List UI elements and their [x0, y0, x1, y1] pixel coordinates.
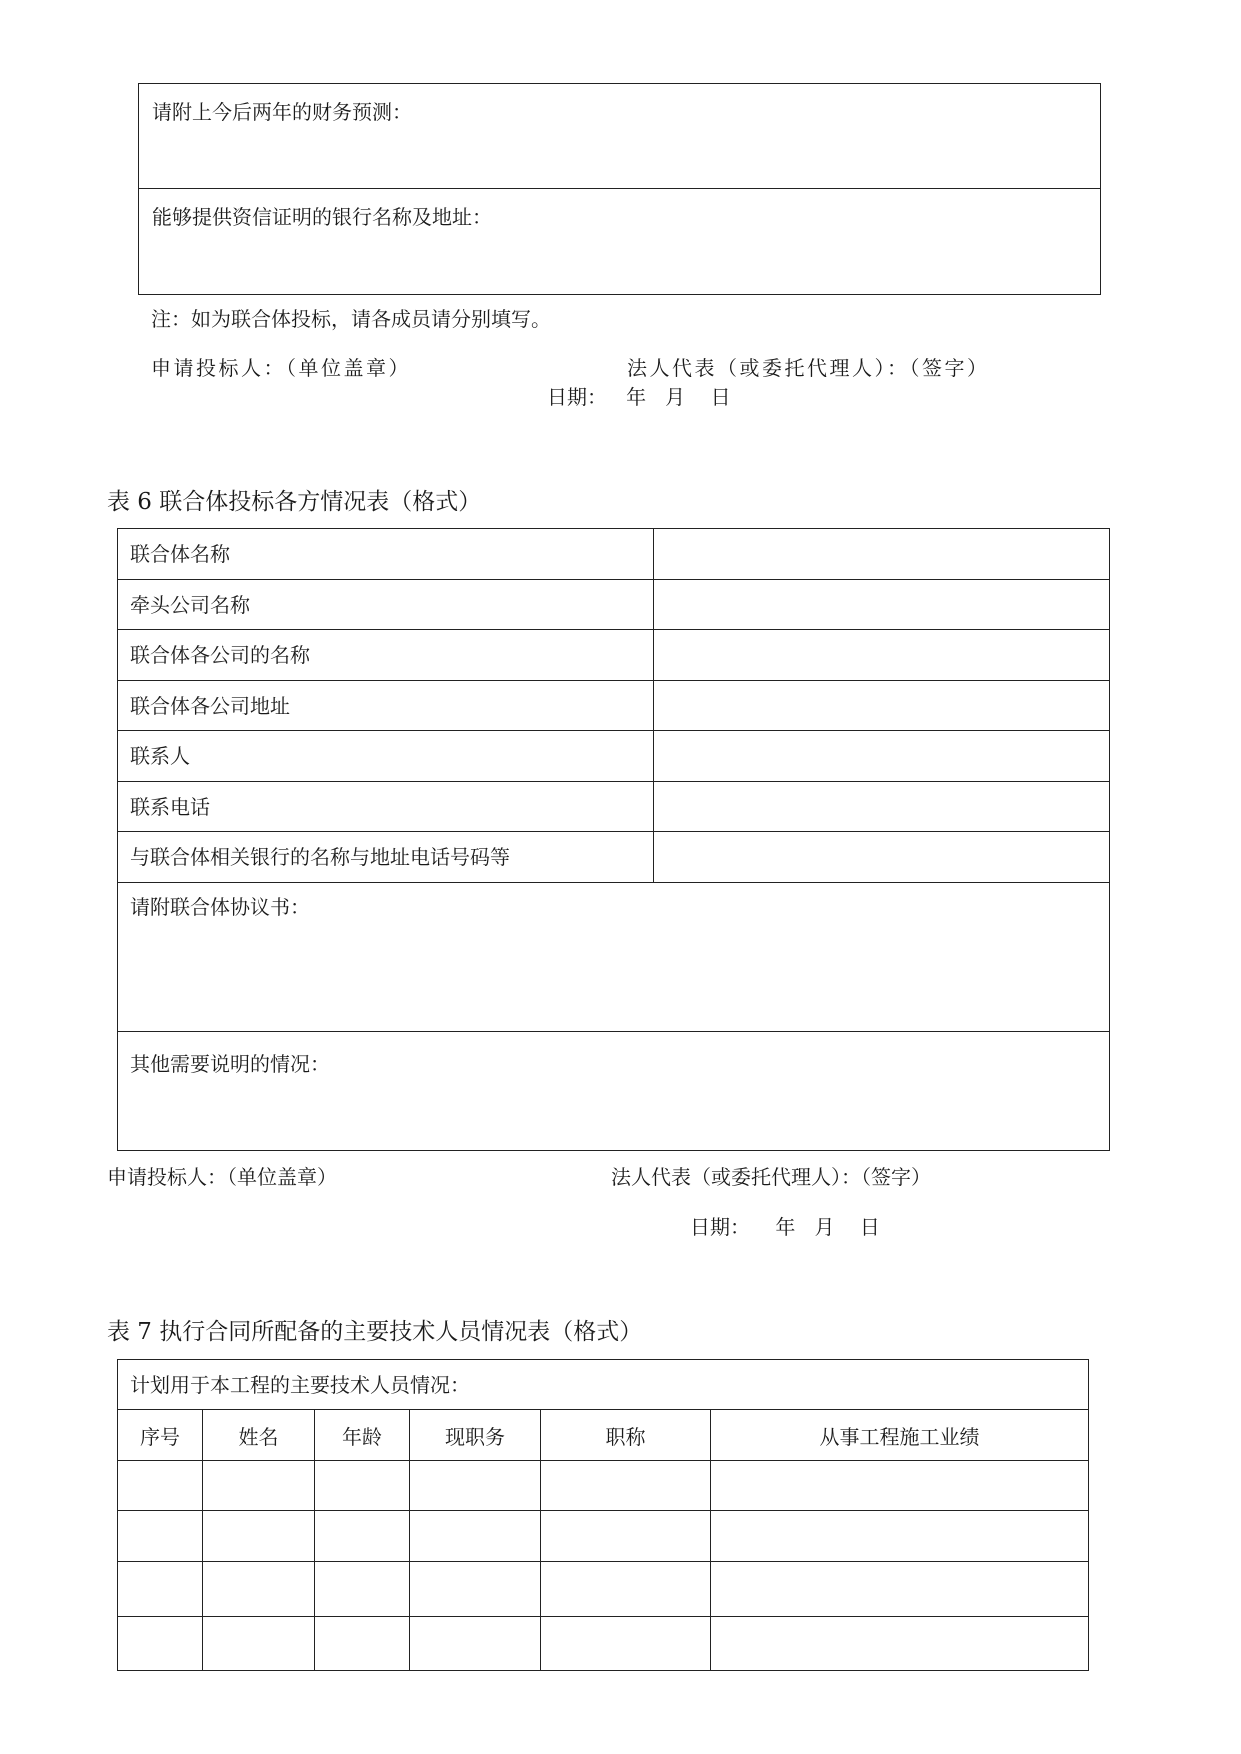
other-info-label: 其他需要说明的情况： [130, 1052, 330, 1076]
table-row [118, 832, 1110, 883]
table-cell[interactable] [315, 1461, 410, 1511]
table-cell-value[interactable] [654, 529, 1110, 580]
table-cell[interactable] [410, 1562, 541, 1617]
table-cell-value[interactable] [654, 630, 1110, 681]
caption-cell [118, 1360, 1089, 1410]
table7-title: 表 7 执行合同所配备的主要技术人员情况表（格式） [107, 1319, 643, 1345]
note-text: 注：如为联合体投标，请各成员请分别填写。 [151, 307, 551, 331]
table-row [118, 1511, 1089, 1562]
table-cell[interactable] [410, 1511, 541, 1562]
table-cell[interactable] [711, 1511, 1089, 1562]
other-info-cell[interactable] [118, 1032, 1110, 1151]
table-cell-label: 联系人 [118, 731, 654, 782]
table-row [118, 1360, 1089, 1410]
table-cell-value[interactable] [654, 832, 1110, 883]
table-cell[interactable] [711, 1562, 1089, 1617]
table-cell[interactable] [118, 1511, 203, 1562]
table-row [118, 883, 1110, 1032]
applicant-seal-label: 申请投标人：（单位盖章） [107, 1165, 337, 1189]
table-cell-label: 联合体各公司地址 [118, 681, 654, 731]
legal-rep-sign-label: 法人代表（或委托代理人）：（签字） [627, 356, 990, 380]
bank-label: 能够提供资信证明的银行名称及地址： [152, 205, 492, 229]
col-header-age: 年龄 [315, 1410, 410, 1461]
table7 [117, 1359, 1089, 1671]
table-row [118, 782, 1110, 832]
table-cell-label: 联系电话 [118, 782, 654, 832]
table-cell[interactable] [203, 1461, 315, 1511]
col-header-position: 现职务 [410, 1410, 541, 1461]
table-row [118, 1562, 1089, 1617]
table-cell-value[interactable] [654, 731, 1110, 782]
table6-title: 表 6 联合体投标各方情况表（格式） [107, 489, 482, 515]
table-cell[interactable] [203, 1511, 315, 1562]
table-cell[interactable] [315, 1617, 410, 1671]
table-cell-label: 联合体名称 [118, 529, 654, 580]
table-row [118, 681, 1110, 731]
table-cell[interactable] [541, 1461, 711, 1511]
table-cell[interactable] [410, 1461, 541, 1511]
table-cell[interactable] [541, 1617, 711, 1671]
table-row [118, 1617, 1089, 1671]
col-header-name: 姓名 [203, 1410, 315, 1461]
table-cell[interactable] [711, 1617, 1089, 1671]
header-row [118, 1410, 1089, 1461]
finance-box [138, 83, 1101, 295]
agreement-label: 请附联合体协议书： [130, 895, 310, 919]
col-header-title: 职称 [541, 1410, 711, 1461]
table-cell[interactable] [118, 1461, 203, 1511]
table-row [118, 630, 1110, 681]
table-cell[interactable] [118, 1562, 203, 1617]
table-cell[interactable] [315, 1562, 410, 1617]
table6 [117, 528, 1110, 1151]
table-cell[interactable] [410, 1617, 541, 1671]
date-label: 日期： 年 月 日 [690, 1215, 880, 1239]
legal-rep-sign-label: 法人代表（或委托代理人）：（签字） [611, 1165, 931, 1189]
table-cell[interactable] [315, 1511, 410, 1562]
table-row [118, 529, 1110, 580]
col-header-index: 序号 [118, 1410, 203, 1461]
table7-caption: 计划用于本工程的主要技术人员情况： [130, 1372, 470, 1397]
table-cell-value[interactable] [654, 580, 1110, 630]
date-label: 日期： 年 月 日 [547, 385, 731, 409]
col-header-performance: 从事工程施工业绩 [711, 1410, 1089, 1461]
table-row [118, 580, 1110, 630]
table-cell-label: 与联合体相关银行的名称与地址电话号码等 [118, 832, 654, 883]
forecast-label: 请附上今后两年的财务预测： [152, 100, 412, 124]
table-cell[interactable] [203, 1562, 315, 1617]
applicant-seal-label: 申请投标人：（单位盖章） [151, 356, 411, 380]
table-cell[interactable] [541, 1511, 711, 1562]
table-cell[interactable] [203, 1617, 315, 1671]
table-cell-value[interactable] [654, 782, 1110, 832]
table-cell[interactable] [118, 1617, 203, 1671]
table-cell-value[interactable] [654, 681, 1110, 731]
table-cell-label: 联合体各公司的名称 [118, 630, 654, 681]
table-cell[interactable] [541, 1562, 711, 1617]
divider [139, 188, 1100, 189]
table-row [118, 1461, 1089, 1511]
table-cell-label: 牵头公司名称 [118, 580, 654, 630]
table-cell[interactable] [711, 1461, 1089, 1511]
table-row [118, 731, 1110, 782]
agreement-cell[interactable] [118, 883, 1110, 1032]
table-row [118, 1032, 1110, 1151]
